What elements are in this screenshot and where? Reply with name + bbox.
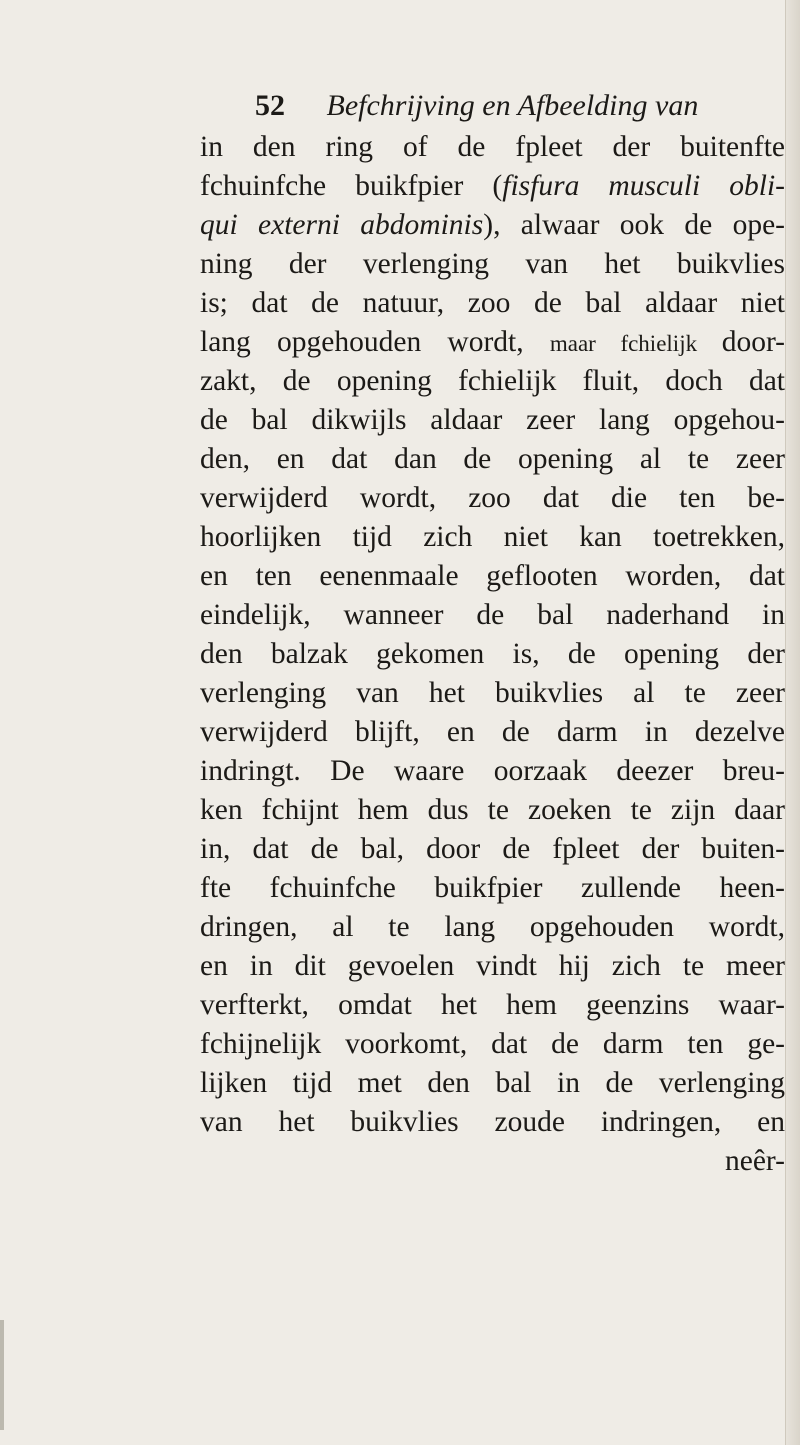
- catchword: neêr-: [725, 1145, 785, 1177]
- text-line: den, en dat dan de opening al te zeer: [200, 443, 785, 475]
- text-line: van het buikvlies zoude indringen, en: [200, 1106, 785, 1138]
- text-line: [200, 167, 785, 206]
- text-line: in, dat de bal, door de fpleet der buiten-: [200, 833, 785, 865]
- text-line: fte fchuinfche buikfpier zullende heen-: [200, 872, 785, 904]
- latin-term: fisfura musculi obli-: [502, 170, 785, 202]
- page-header: [255, 86, 698, 126]
- text-segment: fchuinfche buikfpier (: [200, 170, 503, 202]
- text-line: is; dat de natuur, zoo de bal aldaar niet: [200, 287, 785, 319]
- text-segment: door-: [721, 326, 785, 358]
- text-line: hoorlijken tijd zich niet kan toetrekken,: [200, 521, 785, 553]
- text-line: dringen, al te lang opgehouden wordt,: [200, 911, 785, 943]
- text-line: indringt. De waare oorzaak deezer breu-: [200, 755, 785, 787]
- text-line: in den ring of de fpleet der buitenfte: [200, 131, 785, 163]
- page-number: 52: [255, 89, 285, 122]
- text-segment-small: maar fchielijk: [549, 331, 722, 356]
- binding-shadow: [0, 1320, 4, 1430]
- text-line: verfterkt, omdat het hem geenzins waar-: [200, 989, 785, 1021]
- text-line: [200, 323, 785, 362]
- page-edge: [785, 0, 800, 1445]
- text-line: lijken tijd met den bal in de verlenging: [200, 1067, 785, 1099]
- text-line: fchijnelijk voorkomt, dat de darm ten ge-: [200, 1028, 785, 1060]
- text-line: verwijderd wordt, zoo dat die ten be-: [200, 482, 785, 514]
- text-line: verlenging van het buikvlies al te zeer: [200, 677, 785, 709]
- text-line: verwijderd blijft, en de darm in dezelve: [200, 716, 785, 748]
- latin-term: qui externi abdominis: [200, 209, 484, 241]
- text-line: [200, 206, 785, 245]
- text-line: zakt, de opening fchielijk fluit, doch dat: [200, 365, 785, 397]
- text-segment: ), alwaar ook de ope-: [483, 209, 785, 241]
- text-segment: lang opgehouden wordt,: [200, 326, 550, 358]
- running-title: Befchrijving en Afbeelding van: [326, 89, 699, 122]
- text-line: en in dit gevoelen vindt hij zich te meer: [200, 950, 785, 982]
- text-line: de bal dikwijls aldaar zeer lang opgehou-: [200, 404, 785, 436]
- text-line: den balzak gekomen is, de opening der: [200, 638, 785, 670]
- text-line: en ten eenenmaale geflooten worden, dat: [200, 560, 785, 592]
- text-line: ning der verlenging van het buikvlies: [200, 248, 785, 280]
- text-line: ken fchijnt hem dus te zoeken te zijn daar: [200, 794, 785, 826]
- text-line: eindelijk, wanneer de bal naderhand in: [200, 599, 785, 631]
